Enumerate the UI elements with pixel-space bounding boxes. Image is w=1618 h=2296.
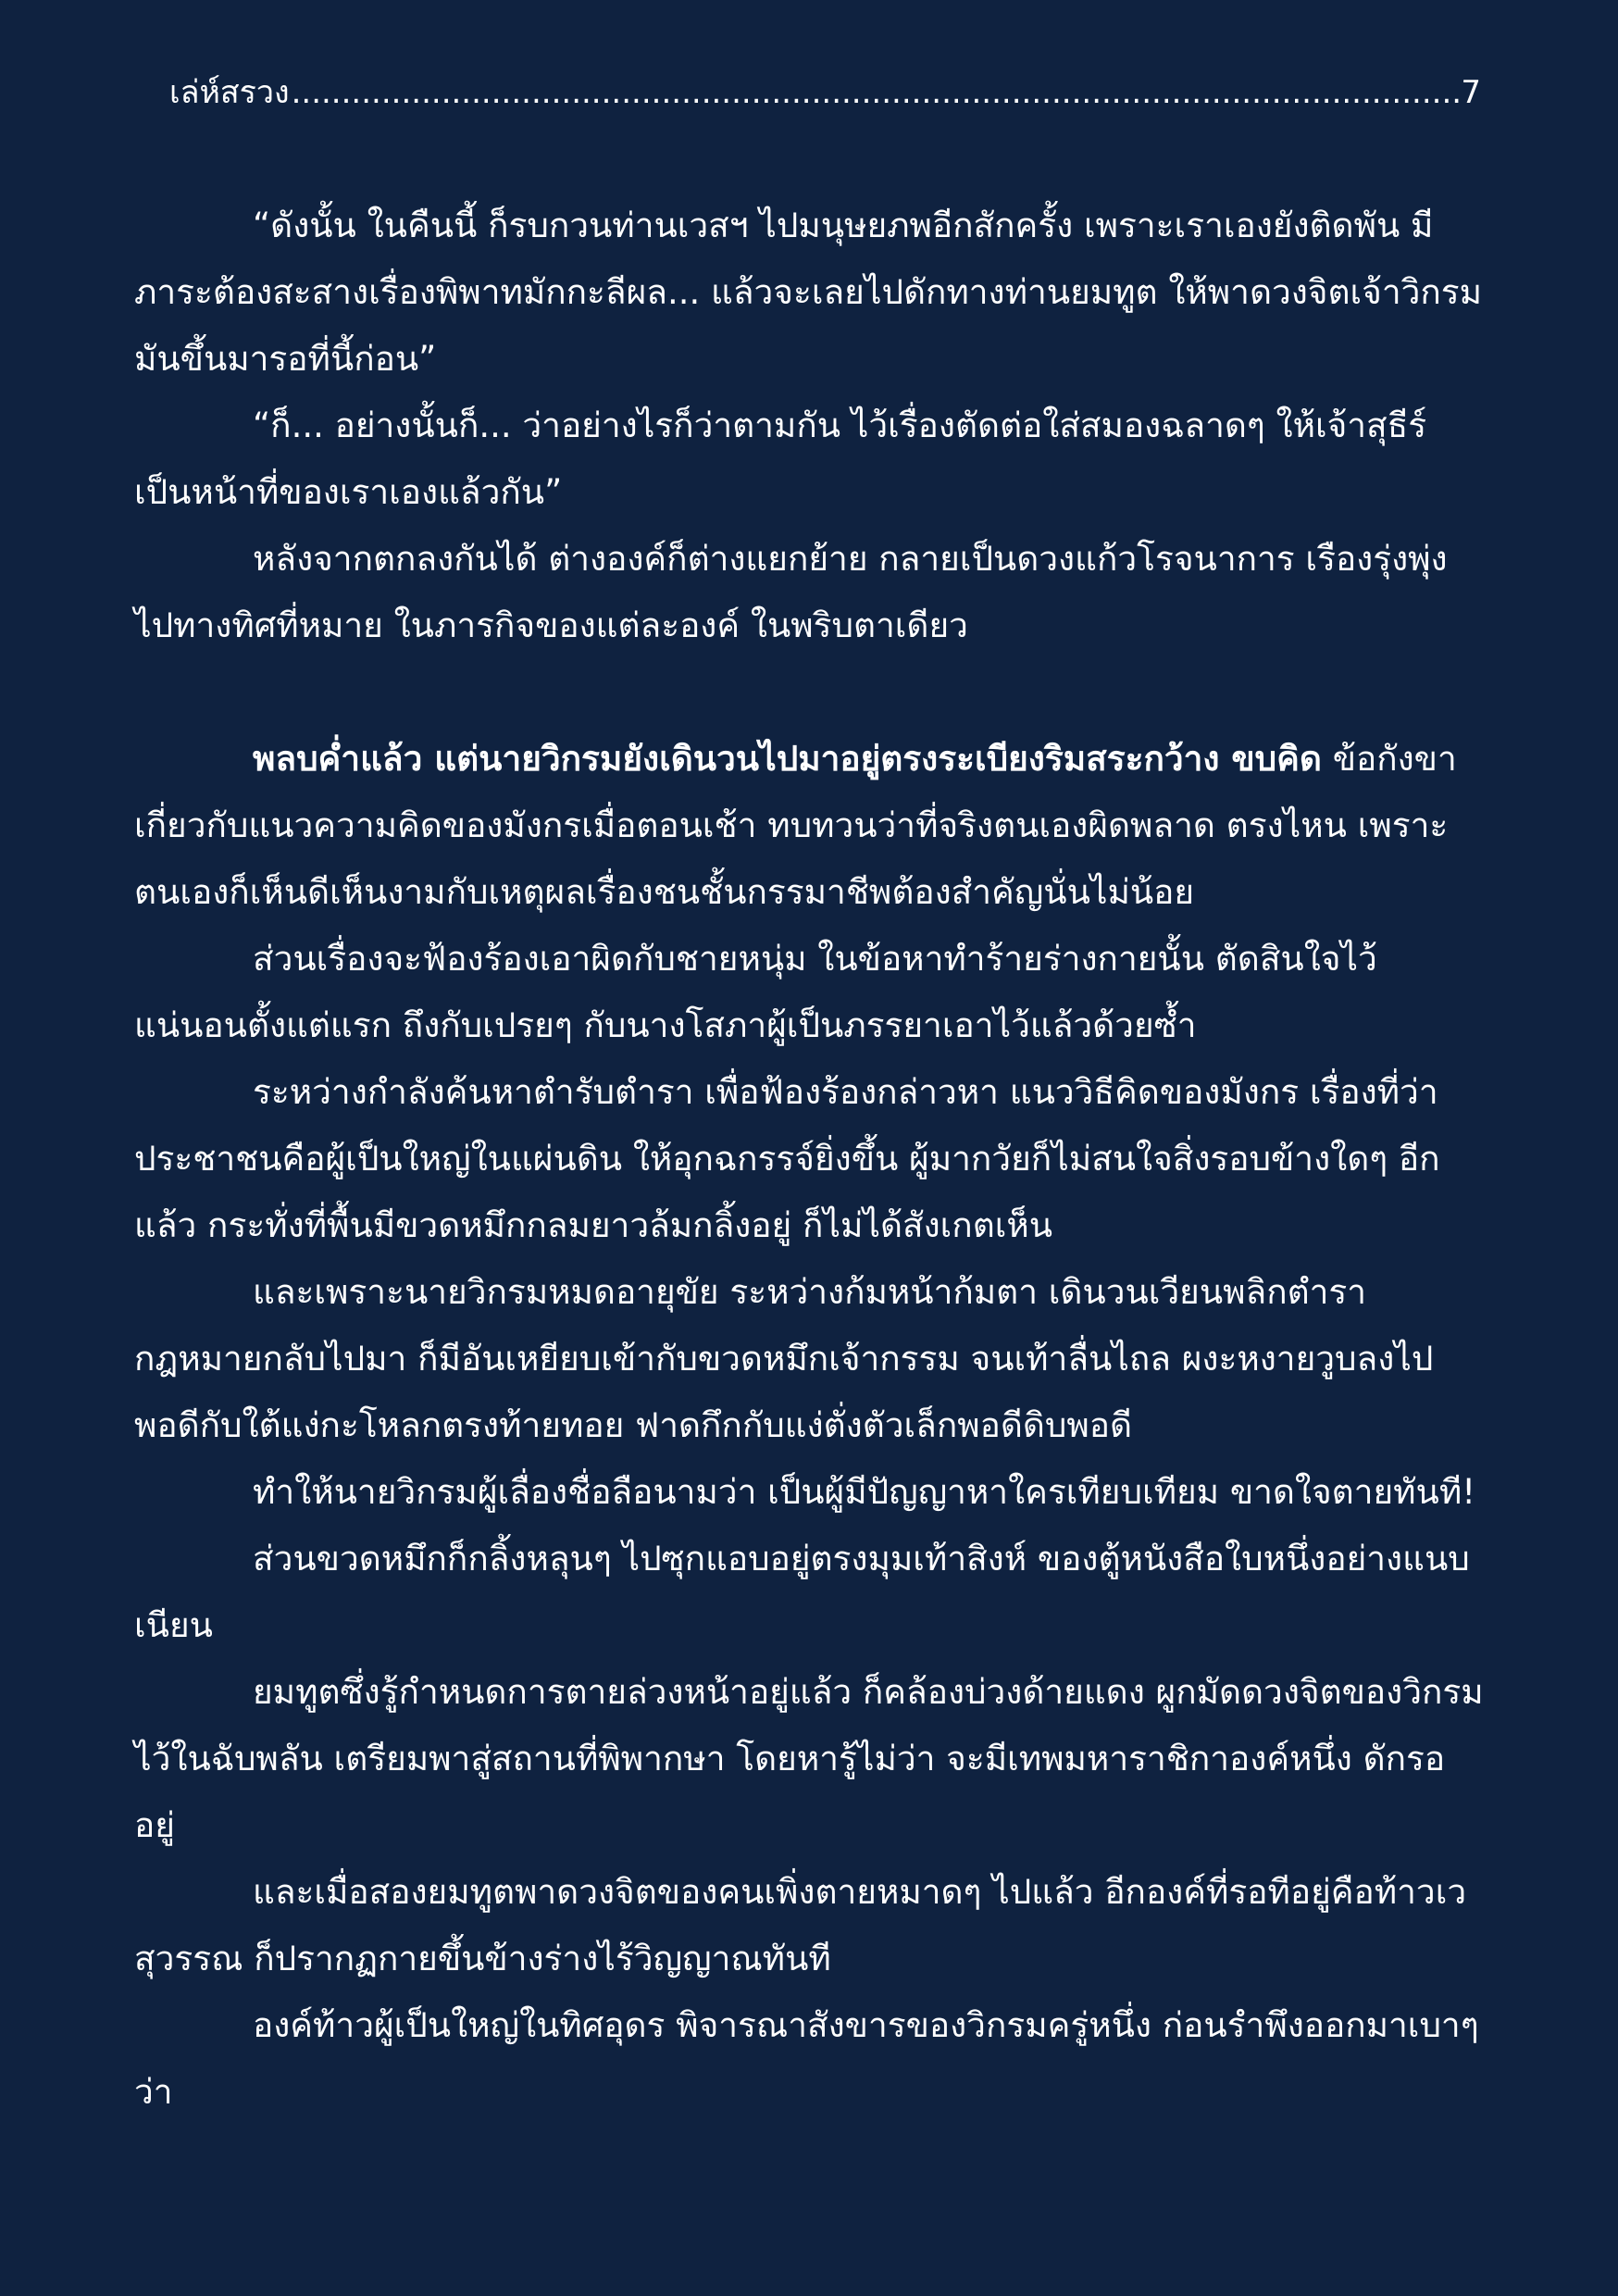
paragraph: และเพราะนายวิกรมหมดอายุขัย ระหว่างก้มหน้าก้มตา เดินวนเวียนพลิกตำรากฎหมายกลับไปมา ก็มีอันเหยียบเข้ากับขวดหมึกเจ้ากรรม จนเท้าลื่นไถล ผงะหงายวูบลงไป พอดีกับใต้แง่กะโหลกตรงท้ายทอย ฟาดกึกกับแง่ตั่งตัวเล็กพอดีดิบพอดี bbox=[134, 1272, 1434, 1445]
paragraph: ยมทูตซึ่งรู้กำหนดการตายล่วงหน้าอยู่แล้ว ก็คล้องบ่วงด้ายแดง ผูกมัดดวงจิตของวิกรมไว้ในฉับพลัน เตรียมพาสู่สถานที่พิพากษา โดยหารู้ไม่ว่า จะมีเทพมหาราชิกาองค์หนึ่ง ดักรออยู่ bbox=[134, 1672, 1484, 1845]
book-title: เล่ห์สรวง bbox=[169, 74, 290, 111]
paragraph-section-start bbox=[134, 726, 1484, 926]
paragraph: และเมื่อสองยมทูตพาดวงจิตของคนเพิ่งตายหมาดๆ ไปแล้ว อีกองค์ที่รอทีอยู่คือท้าวเวสุวรรณ ก็ปรากฏกายขึ้นข้างร่างไร้วิญญาณทันที bbox=[134, 1872, 1467, 1978]
page-header bbox=[169, 65, 1481, 120]
paragraph: องค์ท้าวผู้เป็นใหญ่ในทิศอุดร พิจารณาสังขารของวิกรมครู่หนึ่ง ก่อนรำพึงออกมาเบาๆ ว่า bbox=[134, 2005, 1479, 2112]
paragraph: ส่วนเรื่องจะฟ้องร้องเอาผิดกับชายหนุ่ม ในข้อหาทำร้ายร่างกายนั้น ตัดสินใจไว้แน่นอนตั้งแต่แรก ถึงกับเปรยๆ กับนางโสภาผู้เป็นภรรยาเอาไว้แล้วด้วยซ้ำ bbox=[134, 939, 1377, 1045]
paragraph: “ก็... อย่างนั้นก็... ว่าอย่างไรก็ว่าตามกัน ไว้เรื่องตัดต่อใส่สมองฉลาดๆ ให้เจ้าสุธีร์ เป็นหน้าที่ของเราเองแล้วกัน” bbox=[134, 406, 1427, 512]
body-text bbox=[134, 193, 1484, 2126]
paragraph: ระหว่างกำลังค้นหาตำรับตำรา เพื่อฟ้องร้องกล่าวหา แนววิธีคิดของมังกร เรื่องที่ว่าประชาชนคือผู้เป็นใหญ่ในแผ่นดิน ให้อุกฉกรรจ์ยิ่งขึ้น ผู้มากวัยก็ไม่สนใจสิ่งรอบข้างใดๆ อีกแล้ว กระทั่งที่พื้นมีขวดหมึกกลมยาวล้มกลิ้งอยู่ ก็ไม่ได้สังเกตเห็น bbox=[134, 1072, 1440, 1245]
paragraph: ส่วนขวดหมึกก็กลิ้งหลุนๆ ไปซุกแอบอยู่ตรงมุมเท้าสิงห์ ของตู้หนังสือใบหนึ่งอย่างแนบเนียน bbox=[134, 1539, 1470, 1645]
page-number: 7 bbox=[1461, 74, 1481, 111]
dot-leader bbox=[292, 65, 1460, 120]
paragraph: “ดังนั้น ในคืนนี้ ก็รบกวนท่านเวสฯ ไปมนุษยภพอีกสักครั้ง เพราะเราเองยังติดพัน มีภาระต้องสะสางเรื่องพิพาทมักกะลีผล... แล้วจะเลยไปดักทางท่านยมทูต ให้พาดวงจิตเจ้าวิกรมมันขึ้นมารอที่นี้ก่อน” bbox=[134, 206, 1483, 379]
bold-lead-in: พลบค่ำแล้ว แต่นายวิกรมยังเดินวนไปมาอยู่ตรงระเบียงริมสระกว้าง ขบคิด bbox=[253, 739, 1322, 779]
paragraph: ทำให้นายวิกรมผู้เลื่องชื่อลือนามว่า เป็นผู้มีปัญญาหาใครเทียบเทียม ขาดใจตายทันที! bbox=[253, 1472, 1476, 1512]
paragraph: หลังจากตกลงกันได้ ต่างองค์ก็ต่างแยกย้าย กลายเป็นดวงแก้วโรจนาการ เรืองรุ่งพุ่งไปทางทิศที่หมาย ในภารกิจของแต่ละองค์ ในพริบตาเดียว bbox=[134, 539, 1448, 645]
paragraph-continuation: ข้อกังขาเกี่ยวกับแนวความคิดของมังกรเมื่อตอนเช้า ทบทวนว่าที่จริงตนเองผิดพลาด ตรงไหน เพราะตนเองก็เห็นดีเห็นงามกับเหตุผลเรื่องชนชั้นกรรมาชีพต้องสำคัญนั่นไม่น้อย bbox=[134, 739, 1457, 912]
section-break bbox=[134, 659, 1484, 726]
